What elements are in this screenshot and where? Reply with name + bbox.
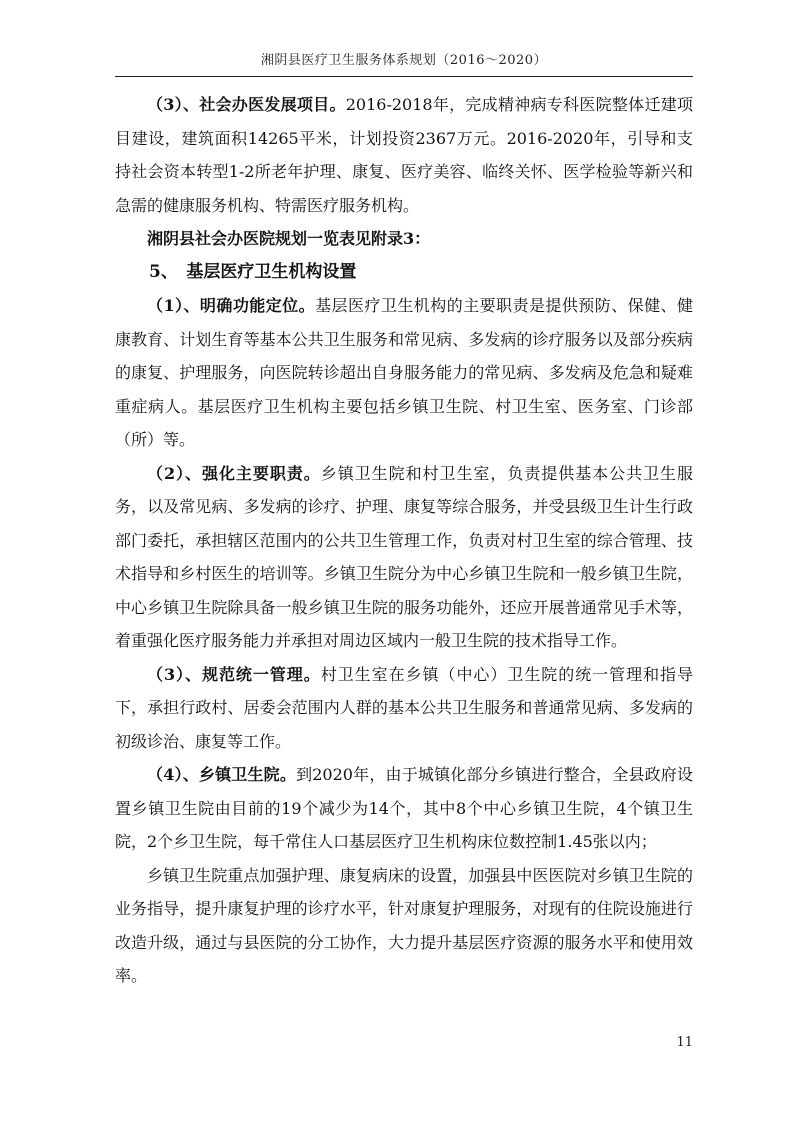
page-header-title: 湘阴县医疗卫生服务体系规划（2016～2020） bbox=[260, 53, 548, 68]
header-divider bbox=[115, 76, 693, 77]
paragraph-lead: （4）、乡镇卫生院。 bbox=[147, 765, 297, 784]
paragraph-function-positioning bbox=[115, 289, 693, 457]
paragraph-text: 2016-2018年，完成精神病专科医院整体迁建项目建设，建筑面积14265平米，计划投资2367万元。2016-2020年，引导和支持社会资本转型1-2所老年护理、康复、医疗美容、临终关怀、医学检验等新兴和急需的健康服务机构、特需医疗服务机构。 bbox=[115, 95, 693, 215]
paragraph-text: 村卫生室在乡镇（中心）卫生院的统一管理和指导下，承担行政村、居委会范围内人群的基本公共卫生服务和普通常见病、多发病的初级诊治、康复等工作。 bbox=[115, 664, 693, 751]
paragraph-rehab-nursing bbox=[115, 859, 693, 993]
paragraph-unified-management bbox=[115, 658, 693, 759]
paragraph-text: 乡镇卫生院重点加强护理、康复病床的设置，加强县中医医院对乡镇卫生院的业务指导，提升康复护理的诊疗水平，针对康复护理服务，对现有的住院设施进行改造升级，通过与县医院的分工协作，大力提升基层医疗资源的服务水平和使用效率。 bbox=[115, 865, 693, 985]
appendix-reference-caption: 湘阴县社会办医院规划一览表见附录3： bbox=[147, 229, 431, 248]
page-number: 11 bbox=[676, 1035, 693, 1050]
document-body bbox=[115, 88, 693, 993]
paragraph-text: 基层医疗卫生机构的主要职责是提供预防、保健、健康教育、计划生育等基本公共卫生服务和常见病、多发病的诊疗服务以及部分疾病的康复、护理服务，向医院转诊超出自身服务能力的常见病、多发病及危急和疑难重症病人。基层医疗卫生机构主要包括乡镇卫生院、村卫生室、医务室、门诊部（所）等。 bbox=[115, 296, 693, 449]
paragraph-lead: （2）、强化主要职责。 bbox=[147, 463, 321, 483]
section-heading: 5、 基层医疗卫生机构设置 bbox=[149, 261, 357, 282]
paragraph-text: 乡镇卫生院和村卫生室，负责提供基本公共卫生服务，以及常见病、多发病的诊疗、护理、康复等综合服务，并受县级卫生计生行政部门委托，承担辖区范围内的公共卫生管理工作，负责对村卫生室的综合管理、技术指导和乡村医生的培训等。乡镇卫生院分为中心乡镇卫生院和一般乡镇卫生院，中心乡镇卫生院除具备一般乡镇卫生院的服务功能外，还应开展普通常见手术等，着重强化医疗服务能力并承担对周边区域内一般卫生院的技术指导工作。 bbox=[115, 463, 693, 650]
paragraph-township-hospitals bbox=[115, 758, 693, 859]
paragraph-main-duties bbox=[115, 457, 693, 658]
paragraph-lead: （3）、规范统一管理。 bbox=[147, 664, 321, 684]
paragraph-social-medical-projects bbox=[115, 88, 693, 222]
paragraph-lead: （1）、明确功能定位。 bbox=[147, 296, 316, 315]
paragraph-text: 到2020年，由于城镇化部分乡镇进行整合，全县政府设置乡镇卫生院由目前的19个减少为14个，其中8个中心乡镇卫生院，4个镇卫生院，2个乡卫生院，每千常住人口基层医疗卫生机构床位数控制1.45张以内； bbox=[115, 765, 693, 851]
paragraph-lead: （3）、社会办医发展项目。 bbox=[147, 95, 346, 114]
